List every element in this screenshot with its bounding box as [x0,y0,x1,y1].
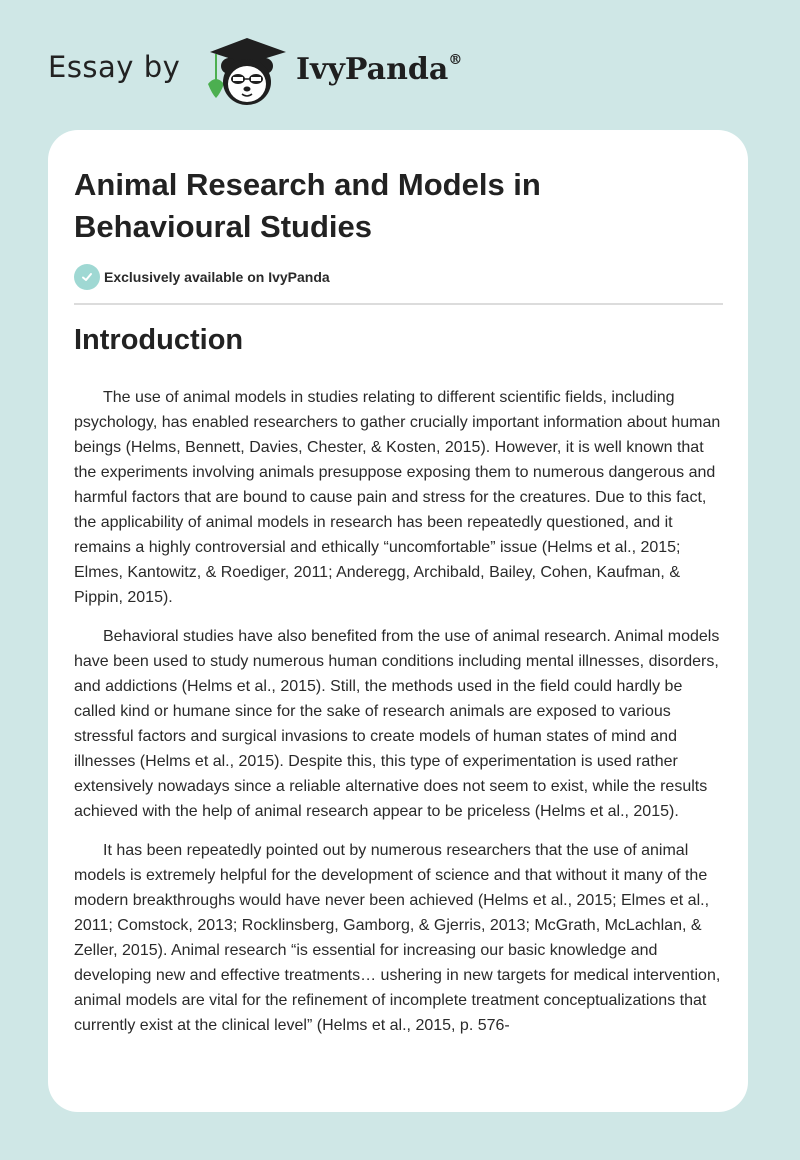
section-heading: Introduction [74,324,244,356]
divider [74,303,723,305]
check-circle-icon [74,264,100,290]
paragraph: Behavioral studies have also benefited from the use of animal research. Animal models have been used to study numerous human conditions including mental illnesses, disorders, and addictions (Helms et al., 2015). Still, the methods used in the field could hardly be called kind or humane since for the sake of research animals are exposed to various stressful factors and surgical invasions to create models of human states of mind and illnesses (Helms et al., 2015). Despite this, this type of experimentation is used rather extensively nowadays since a reliable alternative does not seem to exist, while the results achieved with the help of animal research appear to be priceless (Helms et al., 2015). [74,628,720,820]
exclusive-badge-text: Exclusively available on IvyPanda [104,269,330,285]
exclusive-badge [74,264,330,290]
paragraph: The use of animal models in studies relating to different scientific fields, including psychology, has enabled researchers to gather crucially important information about human beings (Helms, Bennett, Davies, Chester, & Kosten, 2015). However, it is well known that the experiments involving animals presuppose exposing them to numerous dangerous and harmful factors that are bound to cause pain and stress for the creatures. Due to this fact, the applicability of animal models in research has been repeatedly questioned, and it remains a highly controversial and ethically “uncomfortable” issue (Helms et al., 2015; Elmes, Kantowitz, & Roediger, 2011; Anderegg, Archibald, Bailey, Cohen, Kaufman, & Pippin, 2015). [74,389,721,606]
brand-name[interactable] [296,52,462,87]
essay-card [48,130,748,1112]
essay-by-label: Essay by [48,50,181,84]
paragraph: It has been repeatedly pointed out by numerous researchers that the use of animal models is extremely helpful for the development of science and that without it many of the modern breakthroughs would have never been achieved (Helms et al., 2015; Elmes et al., 2011; Comstock, 2013; Rocklinsberg, Gamborg, & Gjerris, 2013; McGrath, McLachlan, & Zeller, 2015). Animal research “is essential for increasing our basic knowledge and developing new and effective treatments… ushering in new targets for medical intervention, animal models are vital for the refinement of incomplete treatment conceptualizations that currently exist at the clinical level” (Helms et al., 2015, p. 576- [74,842,721,1034]
panda-graduation-cap-icon[interactable] [202,36,292,108]
page-title: Animal Research and Models in Behavioural Studies [74,167,541,244]
site-header [0,0,800,130]
section-body [74,385,724,1052]
brand-text: IvyPanda [296,52,449,87]
registered-mark: ® [448,52,463,68]
